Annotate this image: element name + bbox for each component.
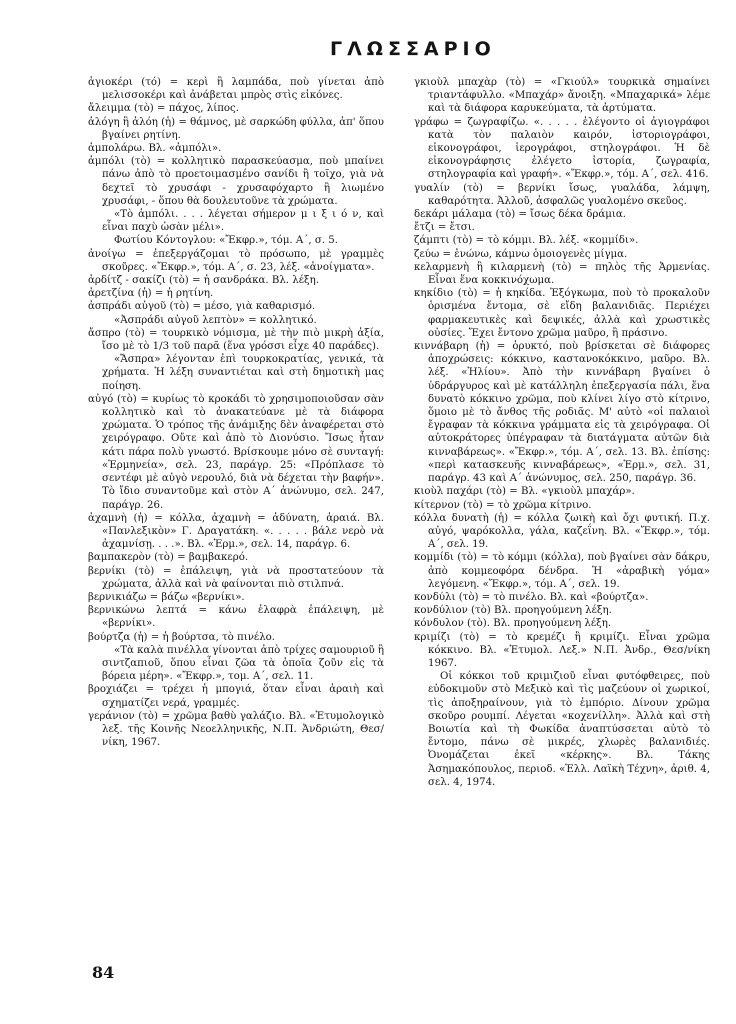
glossary-entry: ἄλειμμα (τὸ) = πάχος, λίπος. xyxy=(88,103,239,115)
glossary-entry: γεράνιον (τὸ) = χρῶμα βαθὺ γαλάζιο. Βλ. «Ἐτυμολογικὸ λεξ. τῆς Κοινῆς Νεοελληνικῆς, Ν.Π. Ἀνδριώτη, Θεσ/νίκη, 1967. xyxy=(88,710,384,749)
glossary-entry: ἀμπόλι (τὸ) = κολλητικὸ παρασκεύασμα, ποὺ μπαίνει πάνω ἀπὸ τὸ προετοιμασμένο σανίδι ἢ τοῖχο, γιὰ νὰ δεχτεῖ τὸ χρυσάφι - χρυσαφόχαρτο ἢ λιωμένο χρυσάφι, - ὅπου θὰ δουλευτοῦνε τὰ χρώματα. xyxy=(88,156,384,207)
glossary-entry: κελαρμενὴ ἢ κιλαρμενὴ (τὸ) = πηλὸς τῆς Ἀρμενίας. Εἶναι ἕνα κοκκινόχωμα. xyxy=(414,261,710,287)
page-number: 84 xyxy=(92,963,115,982)
glossary-entry: ἀλόγη ἢ ἀλόη (ἡ) = θάμνος, μὲ σαρκώδη φύλλα, ἀπ' ὅπου βγαίνει ρητίνη. xyxy=(88,116,384,141)
glossary-entry: κονδύλι (τὸ) = τὸ πινέλο. Βλ. καὶ «βούρτζα». xyxy=(414,591,649,603)
glossary-entry: βούρτζα (ἡ) = ἡ βούρτσα, τὸ πινέλο. xyxy=(88,631,276,643)
glossary-entry: κηκίδιο (τὸ) = ἡ κηκίδα. Ἐξόγκωμα, ποὺ τὸ προκαλοῦν ὁρισμένα ἔντομα, σὲ εἴδη βαλανιδιᾶς. Περιέχει φαρμακευτικὲς καὶ δεψικές, ἀλλὰ καὶ χρωστικὲς οὐσίες. Ἔχει ἔντονο χρῶμα μαῦρο, ἢ πράσινο. xyxy=(414,288,710,339)
glossary-citation: Φωτίου Κόντογλου: «Ἔκφρ.», τόμ. Α΄, σ. 5. xyxy=(114,235,338,247)
glossary-entry: δεκάρι μάλαμα (τὸ) = ἴσως δέκα δράμια. xyxy=(414,209,627,221)
glossary-entry: βερνίκι (τὸ) = ἐπάλειψη, γιὰ νὰ προστατεύουν τὰ χρώματα, ἀλλὰ καὶ νὰ φαίνονται πιὸ στιλπνά. xyxy=(88,565,384,590)
left-column xyxy=(88,76,384,749)
glossary-entry: κριμίζι (τὸ) = τὸ κρεμέζι ἢ κριμίζι. Εἶναι χρῶμα κόκκινο. Βλ. «Ἐτυμολ. Λεξ.» Ν.Π. Ἀνδρ., Θεσ/νίκη 1967. xyxy=(414,631,710,669)
glossary-note: «Ἄσπρα» λέγονταν ἐπὶ τουρκοκρατίας, γενικά, τὰ χρήματα. Ἡ λέξη συναντιέται καὶ στὴ δημοτικὴ μας ποίηση. xyxy=(102,354,384,392)
glossary-entry: γυαλίν (τὸ) = βερνίκι ἴσως, γυαλάδα, λάμψη, καθαρότητα. Ἀλλοῦ, ἀσφαλῶς γυαλομένο σκεῦος. xyxy=(414,182,710,207)
glossary-entry: κόνδυλον (τὸ). Βλ. προηγούμενη λέξη. xyxy=(414,618,612,630)
glossary-entry: ἀνοίγω = ἐπεξεργάζομαι τὸ πρόσωπο, μὲ γραμμὲς σκοῦρες. «Ἔκφρ.», τόμ. Α΄, σ. 23, λέξ. «ἀνοίγματα». xyxy=(88,248,384,273)
glossary-entry: ζάμπτι (τὸ) = τὸ κόμμι. Βλ. λέξ. «κομμίδι». xyxy=(414,235,639,247)
glossary-entry: βροχιάζει = τρέχει ἡ μπογιά, ὅταν εἶναι ἀραιὴ καὶ σχηματίζει νερά, γραμμές. xyxy=(88,684,384,709)
glossary-entry: ζεύω = ἑνώνω, κάμνω ὁμοιογενὲς μίγμα. xyxy=(414,248,628,260)
glossary-quote: «Τὸ ἀμπόλι. . . . λέγεται σήμερον μ ι ξ ι ό ν, καὶ εἶναι παχὺ ὡσὰν μέλι». xyxy=(102,209,384,234)
glossary-entry: βερνικώνω λεπτά = κάνω ἐλαφρὰ ἐπάλειψη, μὲ «βερνίκι». xyxy=(88,605,384,630)
glossary-entry: κίτερνον (τὸ) = τὸ χρῶμα κίτρινο. xyxy=(414,499,592,511)
glossary-entry: ἀχαμνὴ (ἡ) = κόλλα, ἀχαμνὴ = ἀδύνατη, ἀραιά. Βλ. «Πανλεξικὸν» Γ. Δραγατάκη. «. . . . . βάλε νερὸ νὰ ἀχαμνίσῃ. . . .». Βλ. «Ἑρμ.», σελ. 14, παράγρ. 6. xyxy=(88,512,384,551)
right-column xyxy=(414,76,710,789)
glossary-entry: ἀρδίτζ - σακίζι (τὸ) = ἡ σανδράκα. Βλ. λέξη. xyxy=(88,275,319,287)
glossary-entry: γράφω = ζωγραφίζω. «. . . . . ἐλέγοντο οἱ ἁγιογράφοι κατὰ τὸν παλαιὸν καιρόν, ἱστοριογράφοι, εἰκονογράφοι, ἱερογράφοι, στηλογράφοι. Ἡ δὲ εἰκονογράφησις ἐλέγετο ἱστορία, ζωγραφία, στηλογραφία καὶ γραφή». «Ἔκφρ.», τόμ. Α΄, σελ. 416. xyxy=(414,116,710,181)
glossary-quote: «Τὰ καλὰ πινέλλα γίνονται ἀπὸ τρίχες σαμουριοῦ ἢ σιντζαπιοῦ, ὅπου εἶναι ζῶα τὰ ὁποῖα ζοῦν εἰς τὰ βόρεια μέρη». «Ἔκφρ.», τομ. Α΄, σελ. 11. xyxy=(102,644,384,683)
glossary-entry: βερνικιάζω = βάζω «βερνίκι». xyxy=(88,591,245,603)
glossary-entry: ἀσπράδι αὐγοῦ (τὸ) = μέσο, γιὰ καθαρισμό. xyxy=(88,301,316,313)
glossary-entry: γκιοὺλ μπαχὰρ (τὸ) = «Γκιούλ» τουρκικὰ σημαίνει τριαντάφυλλο. «Μπαχάρ» ἄνοιξη. «Μπαχαρικά» λέμε καὶ τὰ διάφορα καρυκεύματα, τὰ ἀρτύματα. xyxy=(414,77,710,115)
glossary-entry: κιοὺλ παχάρι (τὸ) = Βλ. «γκιοὺλ μπαχάρ». xyxy=(414,486,635,498)
glossary-entry: ἁγιοκέρι (τό) = κερὶ ἢ λαμπάδα, ποὺ γίνεται ἀπὸ μελισσοκέρι καὶ ἀνάβεται μπρὸς στὶς εἰκόνες. xyxy=(88,77,384,102)
glossary-entry: αὐγό (τὸ) = κυρίως τὸ κροκάδι τὸ χρησιμοποιοῦσαν σὰν κολλητικὸ καὶ τὸ ἀνακατεύανε μὲ τὰ διάφορα χρώματα. Ὁ τρόπος τῆς ἀνάμιξης δὲν ἀναφέρεται στὸ χειρόγραφο. Οὔτε καὶ ἀπὸ τὸ Διονύσιο. Ἴσως ἦταν κάτι πάρα πολὺ γνωστό. Βρίσκουμε μόνο σὲ συνταγή: «Ἑρμηνεία», σελ. 23, παράγρ. 25: «Πρόπλασε τὸ σεντέφι μὲ αὐγὸ νερουλό, διὰ νὰ δέχεται τὴν βαφήν». Τὸ ἴδιο συναντοῦμε καὶ στὸν Α΄ ἀνώνυμο, σελ. 247, παράγρ. 26. xyxy=(88,393,384,511)
glossary-entry: βαμπακερὸν (τὸ) = βαμβακερό. xyxy=(88,552,249,564)
glossary-entry: ἄσπρο (τὸ) = τουρκικὸ νόμισμα, μὲ τὴν πιὸ μικρὴ ἀξία, ἴσο μὲ τὸ 1/3 τοῦ παρᾶ (ἕνα γρόσσι εἶχε 40 παράδες). xyxy=(88,327,384,353)
glossary-note: Οἱ κόκκοι τοῦ κριμιζιοῦ εἶναι φυτόφθειρες, ποὺ εὐδοκιμοῦν στὸ Μεξικὸ καὶ τὶς μαζεύουν οἱ χωρικοί, τὶς ἀποξηραίνουν, γιὰ τὸ ἐμπόριο. Δίνουν χρῶμα σκοῦρο ρουμπί. Λέγεται «κοχενίλλη». Ἀλλὰ καὶ στὴ Βοιωτία καὶ τὴ Φωκίδα ἀναπτύσσεται αὐτὸ τὸ ἔντομο, πάνω σὲ μικρές, χλωρὲς βαλανιδιές. Ὀνομάζεται ἐκεῖ «κέρκης». Βλ. Τάκης Ἀσημακόπουλος, περιοδ. «Ἑλλ. Λαϊκὴ Τέχνη», ἀριθ. 4, σελ. 4, 1974. xyxy=(428,671,710,788)
page-title: ΓΛΩΣΣΑΡΙΟ xyxy=(330,38,496,60)
glossary-entry: κιννάβαρη (ἡ) = ὀρυκτό, ποὺ βρίσκεται σὲ διάφορες ἀποχρώσεις: κόκκινο, καστανοκόκκινο, μαῦρο. Βλ. λέξ. «Ἡλίου». Ἀπὸ τὴν κιννάβαρη βγαίνει ὁ ὑδράργυρος καὶ μὲ κατάλληλη ἐπεξεργασία πάλι, ἕνα δυνατὸ κόκκινο χρῶμα, ποὺ κλίνει λίγο στὸ κίτρινο, ὅμοιο μὲ τὸ ἄνθος τῆς ροδιᾶς. Μ' αὐτὸ «οἱ παλαιοὶ ἔγραφαν τὰ κόκκινα γράμματα εἰς τὰ χειρόγραφα. Οἱ αὐτοκράτορες ὑπέγραφαν τὰ διατάγματα αὐτῶν διὰ κινναβάρεως». «Ἔκφρ.», τόμ. Α΄, σελ. 13. Βλ. ἐπίσης: «περὶ κατασκευῆς κινναβάρεως», «Ἑρμ.», σελ. 31, παράγρ. 43 καὶ Α΄ ἀνώνυμος, σελ. 250, παράγρ. 36. xyxy=(414,341,710,485)
glossary-entry: ἀμπολάρω. Βλ. «ἀμπόλι». xyxy=(88,143,222,155)
glossary-entry: ἔτζι = ἔτσι. xyxy=(414,222,475,234)
glossary-entry: ἀρετζίνα (ἡ) = ἡ ρητίνη. xyxy=(88,288,214,300)
glossary-entry: κονδύλιον (τὸ) Βλ. προηγούμενη λέξη. xyxy=(414,605,612,617)
glossary-entry: κόλλα δυνατὴ (ἡ) = κόλλα ζωικὴ καὶ ὄχι φυτική. Π.χ. αὐγό, ψαρόκολλα, γάλα, καζεΐνη. Βλ. «Ἔκφρ.», τόμ. Α΄, σελ. 19. xyxy=(414,512,710,551)
glossary-subentry: «Ἀσπράδι αὐγοῦ λεπτὸν» = κολλητικό. xyxy=(114,314,317,326)
glossary-entry: κομμίδι (τὸ) = τὸ κόμμι (κόλλα), ποὺ βγαίνει σὰν δάκρυ, ἀπὸ κομμεοφόρα δένδρα. Ἡ «ἀραβικὴ γόμα» λεγόμενη. «Ἔκφρ.», τόμ. Α΄, σελ. 19. xyxy=(414,552,710,590)
